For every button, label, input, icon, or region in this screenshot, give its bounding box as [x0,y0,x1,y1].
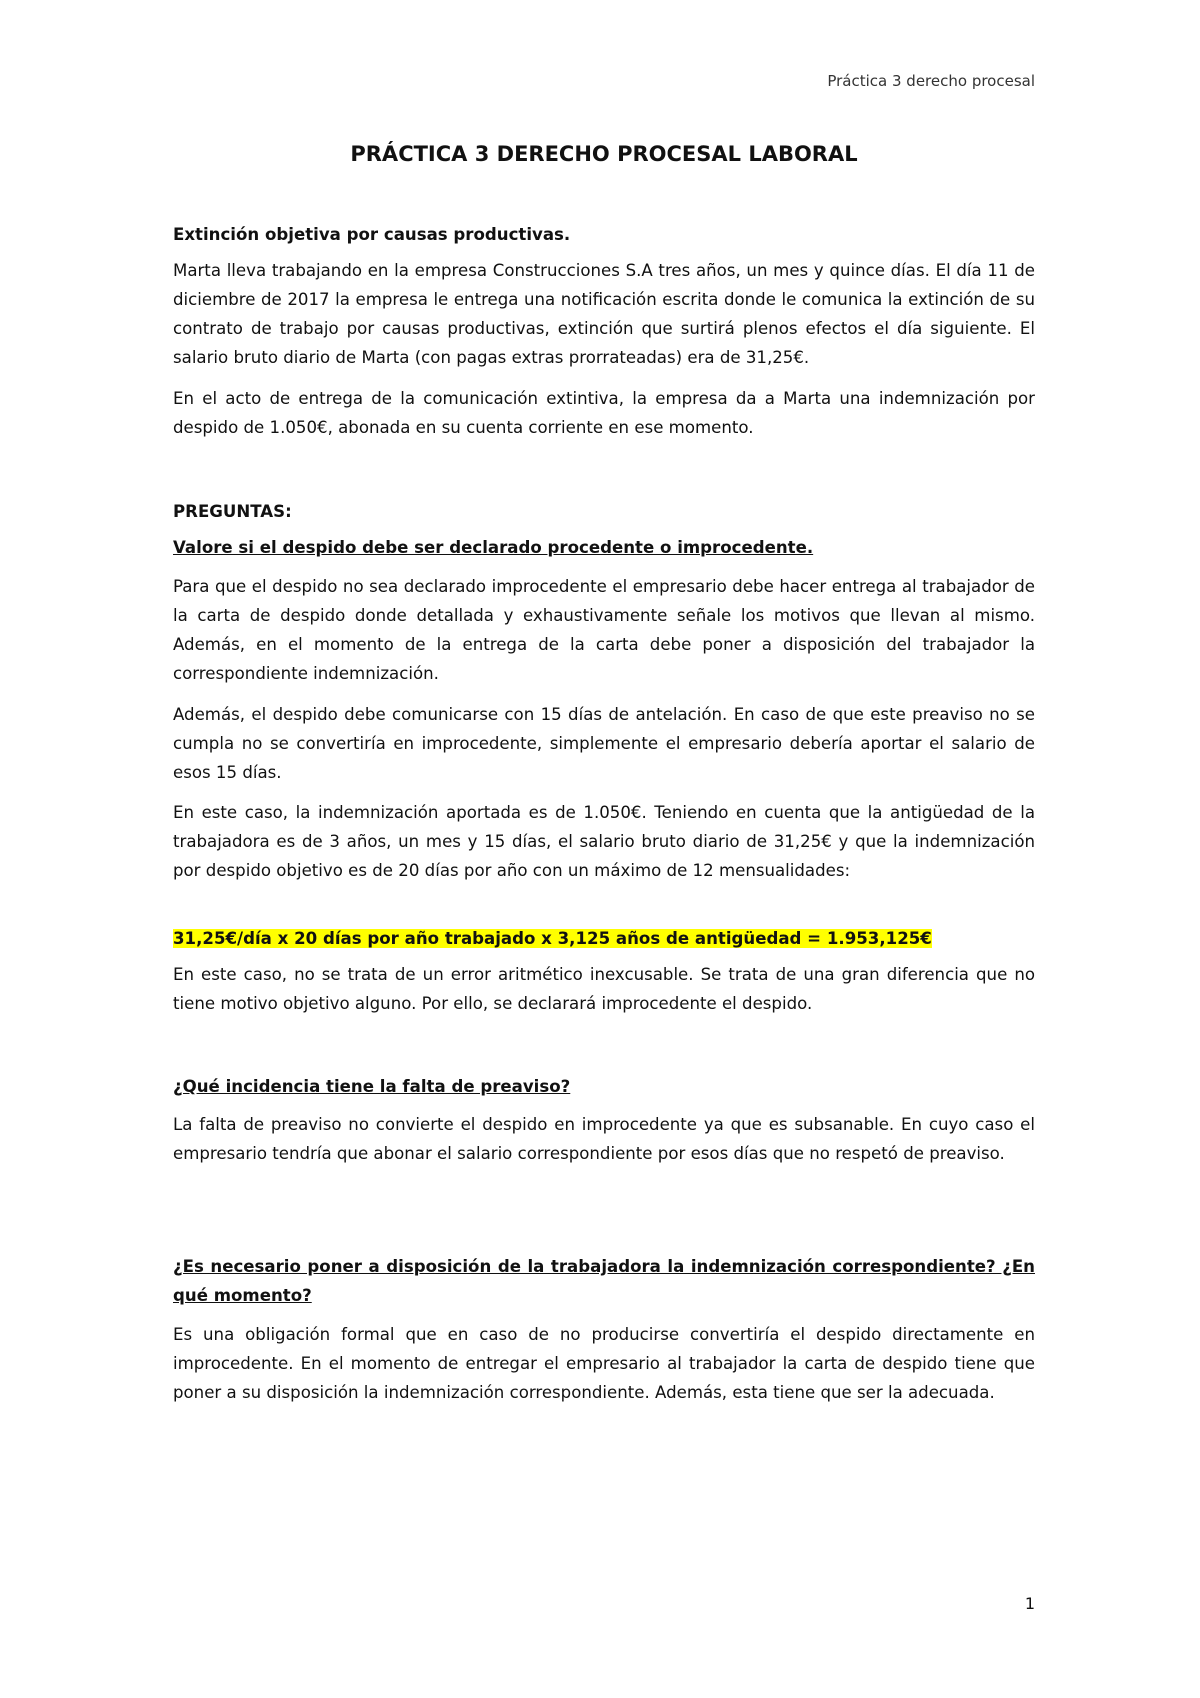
case-paragraph-1: Marta lleva trabajando en la empresa Construcciones S.A tres años, un mes y quince días. El día 11 de diciembre de 2017 la empresa le entrega una notificación escrita donde le comunica la extinción de su contrato de trabajo por causas productivas, extinción que surtirá plenos efectos el día siguiente. El salario bruto diario de Marta (con pagas extras prorrateadas) era de 31,25€. [173,261,1035,367]
highlighted-formula: 31,25€/día x 20 días por año trabajado x 3,125 años de antigüedad = 1.953,125€ [173,929,932,948]
question-1-paragraph-1: Para que el despido no sea declarado improcedente el empresario debe hacer entrega al trabajador de la carta de despido donde detallada y exhaustivamente señale los motivos que llevan al mismo. Además, en el momento de la entrega de la carta debe poner a disposición del trabajador la correspondiente indemnización. [173,577,1035,683]
question-3-title: ¿Es necesario poner a disposición de la trabajadora la indemnización correspondiente? ¿En qué momento? [173,1257,1035,1305]
question-2-title: ¿Qué incidencia tiene la falta de preaviso? [173,1077,571,1096]
page-number: 1 [1024,1594,1035,1613]
case-paragraph-2: En el acto de entrega de la comunicación extintiva, la empresa da a Marta una indemnización por despido de 1.050€, abonada en su cuenta corriente en ese momento. [173,389,1035,437]
question-1-paragraph-3: En este caso, la indemnización aportada es de 1.050€. Teniendo en cuenta que la antigüedad de la trabajadora es de 3 años, un mes y 15 días, el salario bruto diario de 31,25€ y que la indemnización por despido objetivo es de 20 días por año con un máximo de 12 mensualidades: [173,803,1035,880]
question-1-paragraph-4: En este caso, no se trata de un error aritmético inexcusable. Se trata de una gran diferencia que no tiene motivo objetivo alguno. Por ello, se declarará improcedente el despido. [173,965,1035,1013]
question-1-paragraph-2: Además, el despido debe comunicarse con 15 días de antelación. En caso de que este preaviso no se cumpla no se convertiría en improcedente, simplemente el empresario debería aportar el salario de esos 15 días. [173,705,1035,782]
question-1-title: Valore si el despido debe ser declarado procedente o improcedente. [173,538,814,557]
formula-line [173,924,1035,953]
questions-label: PREGUNTAS: [173,502,292,521]
case-heading: Extinción objetiva por causas productivas. [173,225,571,244]
document-title: PRÁCTICA 3 DERECHO PROCESAL LABORAL [350,142,858,166]
question-3-paragraph-1: Es una obligación formal que en caso de no producirse convertiría el despido directamente en improcedente. En el momento de entregar el empresario al trabajador la carta de despido tiene que poner a su disposición la indemnización correspondiente. Además, esta tiene que ser la adecuada. [173,1325,1035,1402]
running-header: Práctica 3 derecho procesal [827,72,1035,90]
question-2-paragraph-1: La falta de preaviso no convierte el despido en improcedente ya que es subsanable. En cuyo caso el empresario tendría que abonar el salario correspondiente por esos días que no respetó de preaviso. [173,1115,1035,1163]
